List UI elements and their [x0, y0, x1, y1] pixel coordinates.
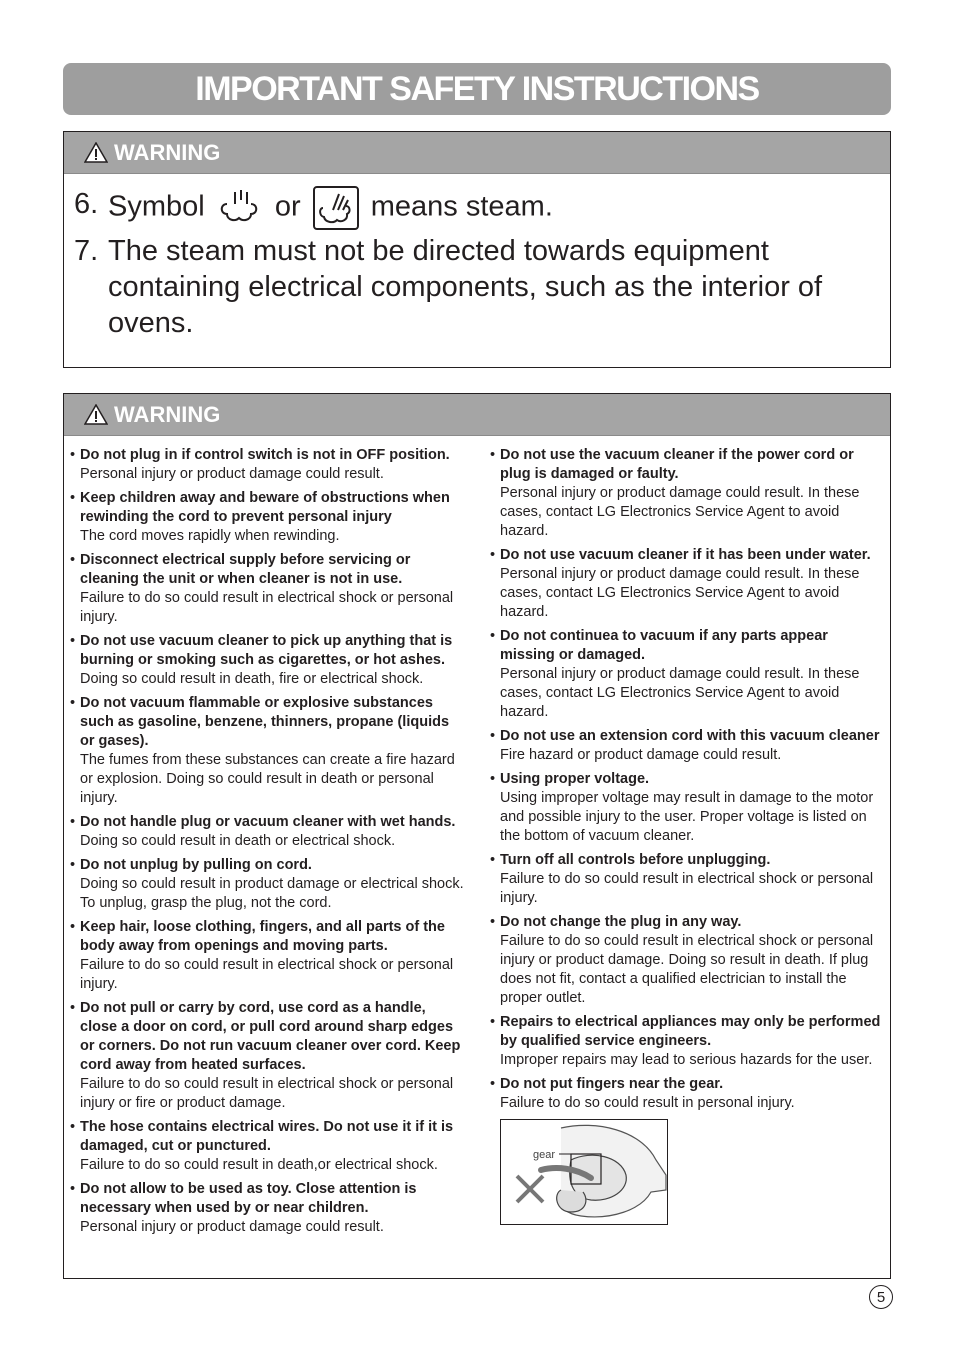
item-heading: Do not use the vacuum cleaner if the power cord or plug is damaged or faulty.	[500, 447, 854, 482]
item-6-after: means steam.	[370, 190, 553, 223]
item-heading: Do not allow to be used as toy. Close attention is necessary when used by or near children.	[80, 1181, 417, 1216]
item-heading: Do not handle plug or vacuum cleaner with wet hands.	[80, 814, 456, 830]
bullet: •	[70, 490, 76, 506]
item-heading: Disconnect electrical supply before servicing or cleaning the unit or when cleaner is not in use.	[80, 552, 411, 587]
item-body: Personal injury or product damage could result.	[80, 466, 384, 482]
item-body: Failure to do so could result in electrical shock or personal injury.	[80, 957, 454, 992]
bullet: •	[490, 628, 496, 644]
item-text	[108, 186, 870, 230]
warning-triangle-icon	[84, 142, 108, 163]
item-6-before: Symbol	[108, 190, 205, 223]
item-heading: The hose contains electrical wires. Do not use it if it is damaged, cut or punctured.	[80, 1119, 454, 1154]
item-body: Personal injury or product damage could result. In these cases, contact LG Electronics Service Agent to avoid hazard.	[500, 666, 860, 720]
gear-drawing	[501, 1120, 667, 1224]
item-number: 6.	[74, 188, 99, 220]
item-heading: Do not put fingers near the gear.	[500, 1076, 724, 1092]
item-number: 7.	[74, 235, 99, 267]
item-body: Failure to do so could result in electrical shock or personal injury or product damage. Doing so result in death. If plug does not fit, contact a qualified electrician to install the proper outlet.	[500, 933, 874, 1006]
warning-header	[64, 132, 890, 174]
item-heading: Keep hair, loose clothing, fingers, and all parts of the body away from openings and moving parts.	[80, 919, 445, 954]
item-6	[74, 186, 870, 230]
item-heading: Do not unplug by pulling on cord.	[80, 857, 312, 873]
page-title-bar	[63, 63, 891, 115]
steam-hand-icon	[313, 186, 359, 230]
list-item	[490, 627, 886, 722]
item-body: Failure to do so could result in personal injury.	[500, 1095, 795, 1111]
item-body: The cord moves rapidly when rewinding.	[80, 528, 340, 544]
list-item	[70, 489, 466, 546]
list-item	[490, 1013, 886, 1070]
warning-box-vacuum	[63, 393, 891, 1279]
list-item	[490, 770, 886, 846]
item-body: Failure to do so could result in electrical shock or personal injury.	[500, 871, 874, 906]
item-heading: Turn off all controls before unplugging.	[500, 852, 771, 868]
item-text: The steam must not be directed towards equipment containing electrical components, such as the interior of ovens.	[108, 235, 823, 339]
bullet: •	[70, 814, 76, 830]
bullet: •	[70, 857, 76, 873]
bullet: •	[490, 1076, 496, 1092]
list-item	[490, 913, 886, 1008]
list-item	[490, 446, 886, 541]
bullet: •	[70, 695, 76, 711]
page-title: IMPORTANT SAFETY INSTRUCTIONS	[195, 69, 759, 108]
list-item	[70, 551, 466, 627]
item-body: Using improper voltage may result in damage to the motor and possible injury to the user. Proper voltage is listed on the bottom of vacuum cleaner.	[500, 790, 874, 844]
list-item	[490, 727, 886, 765]
bullet: •	[490, 852, 496, 868]
item-body: Failure to do so could result in electrical shock or personal injury or fire or product damage.	[80, 1076, 454, 1111]
item-body: Personal injury or product damage could result.	[80, 1219, 384, 1235]
item-heading: Do not vacuum flammable or explosive substances such as gasoline, benzene, thinners, propane (liquids or gases).	[80, 695, 450, 749]
bullet: •	[70, 1000, 76, 1016]
list-item	[70, 999, 466, 1113]
item-heading: Keep children away and beware of obstructions when rewinding the cord to prevent personal injury	[80, 490, 450, 525]
page-number: 5	[869, 1285, 893, 1309]
item-7	[74, 233, 870, 341]
gear-label: gear	[533, 1149, 556, 1161]
item-heading: Repairs to electrical appliances may only be performed by qualified service engineers.	[500, 1014, 881, 1049]
item-heading: Do not use an extension cord with this vacuum cleaner	[500, 728, 880, 744]
list-item	[70, 694, 466, 808]
item-body: Improper repairs may lead to serious hazards for the user.	[500, 1052, 873, 1068]
bullet: •	[490, 447, 496, 463]
bullet: •	[490, 728, 496, 744]
item-body: Failure to do so could result in death,or electrical shock.	[80, 1157, 438, 1173]
item-body: Personal injury or product damage could result. In these cases, contact LG Electronics Service Agent to avoid hazard.	[500, 485, 860, 539]
item-body: Personal injury or product damage could result. In these cases, contact LG Electronics Service Agent to avoid hazard.	[500, 566, 860, 620]
list-item	[70, 813, 466, 851]
list-item	[70, 446, 466, 484]
item-body: Doing so could result in product damage or electrical shock. To unplug, grasp the plug, not the cord.	[80, 876, 464, 911]
item-heading: Using proper voltage.	[500, 771, 650, 787]
list-item	[70, 632, 466, 689]
bullet: •	[70, 633, 76, 649]
item-body: Failure to do so could result in electrical shock or personal injury.	[80, 590, 454, 625]
warning-list-right	[490, 446, 886, 1225]
bullet: •	[70, 1181, 76, 1197]
bullet: •	[70, 919, 76, 935]
warning-list-left	[70, 446, 466, 1242]
item-heading: Do not continuea to vacuum if any parts appear missing or damaged.	[500, 628, 828, 663]
warning-header	[64, 394, 890, 436]
list-item	[70, 918, 466, 994]
item-heading: Do not pull or carry by cord, use cord as a handle, close a door on cord, or pull cord around sharp edges or corners. Do not run vacuum cleaner over cord. Keep cord away from heated surfaces.	[80, 1000, 461, 1073]
list-item	[490, 851, 886, 908]
item-body: The fumes from these substances can create a fire hazard or explosion. Doing so could result in death or personal injury.	[80, 752, 455, 806]
bullet: •	[490, 1014, 496, 1030]
gear-illustration	[500, 1119, 668, 1225]
bullet: •	[490, 547, 496, 563]
item-body: Fire hazard or product damage could result.	[500, 747, 782, 763]
warning-label: WARNING	[114, 401, 221, 427]
steam-icon	[217, 188, 263, 228]
warning-triangle-icon	[84, 404, 108, 425]
list-item	[490, 1075, 886, 1113]
bullet: •	[70, 1119, 76, 1135]
item-body: Doing so could result in death, fire or electrical shock.	[80, 671, 424, 687]
item-heading: Do not use vacuum cleaner if it has been under water.	[500, 547, 871, 563]
warning-box-steam	[63, 131, 891, 368]
list-item	[70, 1118, 466, 1175]
list-item	[70, 856, 466, 913]
bullet: •	[490, 914, 496, 930]
bullet: •	[70, 552, 76, 568]
list-item	[70, 1180, 466, 1237]
warning-label: WARNING	[114, 139, 221, 165]
item-6-middle: or	[274, 190, 301, 223]
item-heading: Do not plug in if control switch is not in OFF position.	[80, 447, 450, 463]
item-heading: Do not change the plug in any way.	[500, 914, 742, 930]
bullet: •	[70, 447, 76, 463]
item-heading: Do not use vacuum cleaner to pick up anything that is burning or smoking such as cigarettes, or hot ashes.	[80, 633, 453, 668]
item-body: Doing so could result in death or electrical shock.	[80, 833, 396, 849]
bullet: •	[490, 771, 496, 787]
list-item	[490, 546, 886, 622]
